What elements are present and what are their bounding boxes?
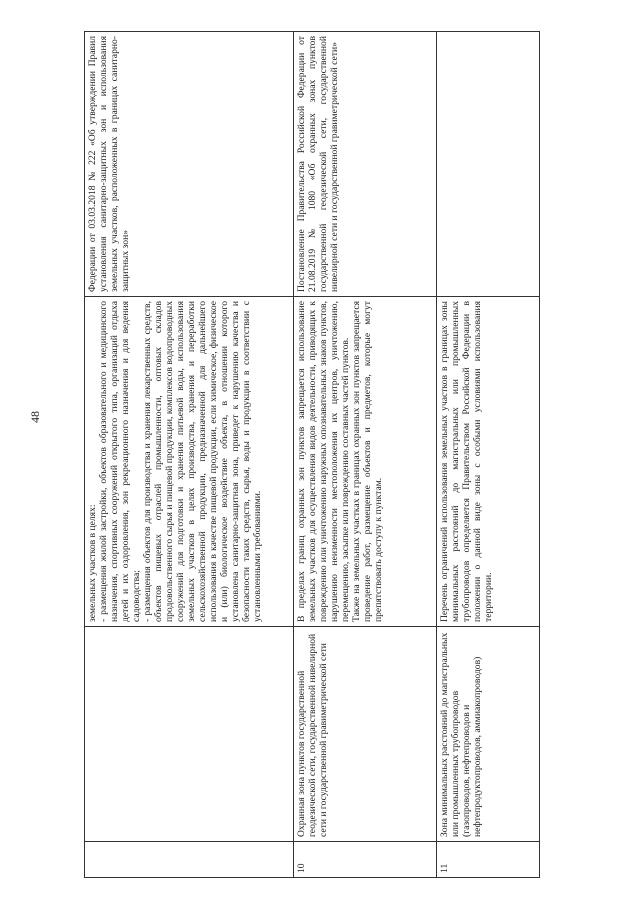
row-number-cell: 11 (437, 842, 540, 878)
legal-basis-cell (437, 32, 540, 297)
legal-basis-cell: Федерации от 03.03.2018 № 222 «Об утверждении Правил установления санитарно-защитных зон и использования земельных участков, расположенных в границах санитарно-защитных зон» (85, 32, 294, 297)
table-row (294, 32, 437, 878)
table-row (437, 32, 540, 878)
zone-name-cell (85, 627, 294, 842)
page-number: 48 (28, 411, 42, 423)
restriction-paragraph: Также на земельных участках в границах охранных зон пунктов запрещается проведение работ, размещение объектов и предметов, которые могут препятствовать доступу к пунктам. (351, 301, 384, 622)
row-number-cell (85, 842, 294, 878)
legal-basis-cell: Постановление Правительства Российской Федерации от 21.08.2019 № 1080 «Об охранных зонах пунктов государственной геодезической сети, государственной нивелирной сети и государственной гравиметрической сети» (294, 32, 437, 297)
restriction-paragraph: Перечень ограничений использования земельных участков в границах зоны минимальных расстояний до магистральных или промышленных трубопроводов определяется Правительством Российской Федерации в положении о данной виде зоны с особыми условиями использования территории. (439, 301, 494, 622)
restriction-description-cell (437, 297, 540, 627)
restriction-description-cell (85, 297, 294, 627)
zone-name-cell: Охранная зона пунктов государственной геодезической сети, государственной нивелирной сети и государственной гравиметрической сети (294, 627, 437, 842)
row-number-cell: 10 (294, 842, 437, 878)
zone-name-cell: Зона минимальных расстояний до магистральных или промышленных трубопроводов (газопроводов, нефтепроводов и нефтепродуктопроводов, аммиакопроводов) (437, 627, 540, 842)
table-row (85, 32, 294, 878)
restrictions-table-rotated (84, 32, 539, 878)
restriction-paragraph: - размещения жилой застройки, объектов образовательного и медицинского назначения, спортивных сооружений открытого типа, организаций отдыха детей и их оздоровления, зон рекреационного назначения и для ведения садоводства; (98, 301, 142, 622)
restriction-description-cell (294, 297, 437, 627)
restriction-paragraph: В пределах границ охранных зон пунктов запрещается использование земельных участков для осуществления видов деятельности, приводящих к повреждению или уничтожению наружных опознавательных знаков пунктов, нарушению неизменности местоположения их центров, уничтожению, перемещению, засыпке или повреждению составных частей пунктов. (296, 301, 351, 622)
restriction-paragraph: земельных участков в целях: (87, 504, 98, 622)
restrictions-table (84, 31, 540, 878)
restriction-paragraph: - размещения объектов для производства и хранения лекарственных средств, объектов пищевых отраслей промышленности, оптовых складов продовольственного сырья и пищевой продукции, комплексов водопроводных сооружений для подготовки и хранения питьевой воды, использования земельных участков в целях производства, хранения и переработки сельскохозяйственной продукции, предназначенной для дальнейшего использования в качестве пищевой продукции, если химическое, физическое и (или) биологическое воздействие объекта, в отношении которого установлена санитарно-защитная зона, приведет к нарушению качества и безопасности таких средств, сырья, воды и продукции в соответствии с установленными требованиями. (142, 301, 263, 622)
